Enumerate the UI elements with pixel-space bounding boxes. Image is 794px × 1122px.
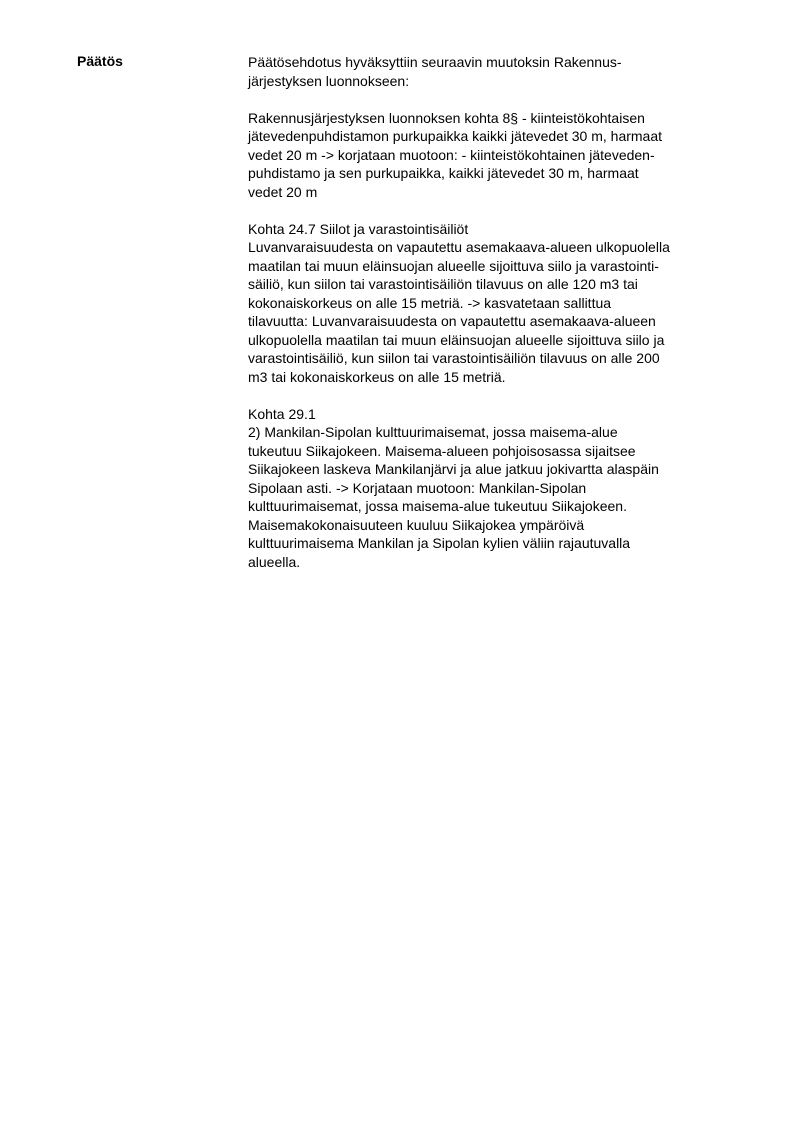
paragraph-gap (248, 90, 738, 109)
text-line: järjestyksen luonnokseen: (248, 72, 410, 89)
text-line: säiliö, kun siilon tai varastointisäiliön tilavuus on alle 120 m3 tai (248, 276, 638, 292)
text-line: m3 tai kokonaiskorkeus on alle 15 metriä. (248, 368, 506, 385)
paragraph-gap (248, 201, 738, 220)
text-line: Kohta 24.7 Siilot ja varastointisäiliöt (248, 220, 469, 237)
text-line: tukeutuu Siikajokeen. Maisema-alueen pohjoisosassa sijaitsee (248, 442, 636, 459)
section-heading: Päätös (77, 53, 123, 69)
text-line: vedet 20 m -> korjataan muotoon: - kiinteistökohtainen jäteveden- (248, 146, 655, 163)
text-line: Päätösehdotus hyväksyttiin seuraavin muutoksin Rakennus- (248, 54, 622, 70)
paragraph-intro (248, 53, 738, 90)
text-line: maatilan tai muun eläinsuojan alueelle sijoittuva siilo ja varastointi- (248, 257, 659, 274)
text-line: kokonaiskorkeus on alle 15 metriä. -> kasvatetaan sallittua (248, 294, 612, 311)
text-line: puhdistamo ja sen purkupaikka, kaikki jätevedet 30 m, harmaat (248, 165, 639, 181)
text-line: Kohta 29.1 (248, 405, 316, 422)
decision-text (248, 53, 738, 571)
text-line: Luvanvaraisuudesta on vapautettu asemakaava-alueen ulkopuolella (248, 239, 670, 255)
text-line: kulttuurimaisemat, jossa maisema-alue tukeutuu Siikajokeen. (248, 498, 627, 514)
text-line: ulkopuolella maatilan tai muun eläinsuojan alueelle sijoittuva siilo ja (248, 331, 665, 348)
text-line: tilavuutta: Luvanvaraisuudesta on vapautettu asemakaava-alueen (248, 313, 656, 329)
text-line: varastointisäiliö, kun siilon tai varastointisäiliön tilavuus on alle 200 (248, 350, 660, 366)
text-line: Maisemakokonaisuuteen kuuluu Siikajokea ympäröivä (248, 516, 585, 533)
text-line: vedet 20 m (248, 183, 318, 200)
paragraph-section-8 (248, 109, 738, 202)
paragraph-section-24-7 (248, 220, 738, 387)
paragraph-gap (248, 386, 738, 405)
text-line: Rakennusjärjestyksen luonnoksen kohta 8§ - kiinteistökohtaisen (248, 109, 645, 126)
text-line: alueella. (248, 553, 301, 570)
text-line: kulttuurimaisema Mankilan ja Sipolan kylien väliin rajautuvalla (248, 535, 631, 551)
text-line: jätevedenpuhdistamon purkupaikka kaikki jätevedet 30 m, harmaat (248, 128, 663, 144)
text-line: 2) Mankilan-Sipolan kulttuurimaisemat, jossa maisema-alue (248, 424, 618, 440)
text-line: Sipolaan asti. -> Korjataan muotoon: Mankilan-Sipolan (248, 479, 587, 496)
text-line: Siikajokeen laskeva Mankilanjärvi ja alue jatkuu jokivartta alaspäin (248, 461, 659, 477)
paragraph-section-29-1 (248, 405, 738, 572)
